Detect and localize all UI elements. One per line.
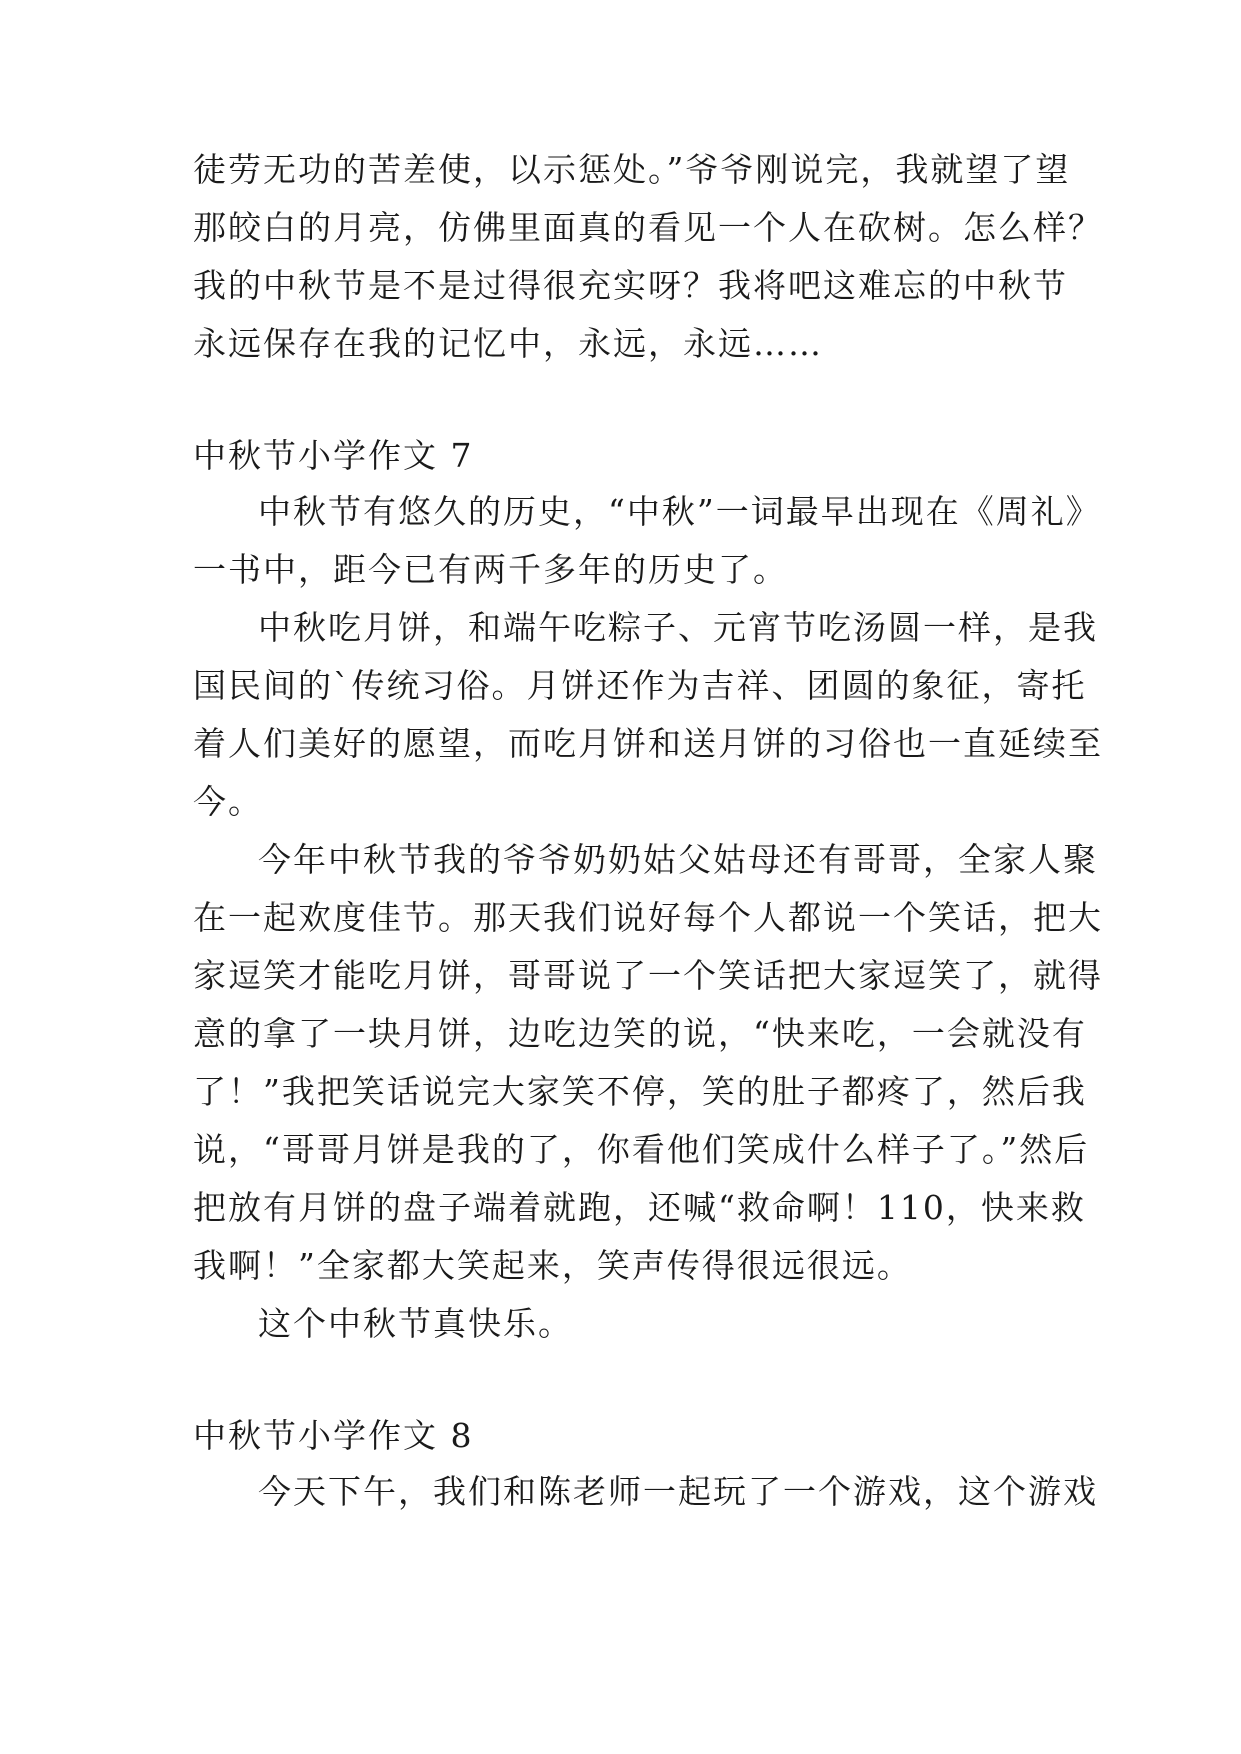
text-line: 国民间的`传统习俗。月饼还作为吉祥、团圆的象征，寄托 <box>193 666 1087 705</box>
section-title: 中秋节小学作文 7 <box>193 436 474 475</box>
text-line: 一书中，距今已有两千多年的历史了。 <box>193 550 788 589</box>
text-line: 永远保存在我的记忆中，永远，永远…… <box>193 324 823 363</box>
text-line: 今天下午，我们和陈老师一起玩了一个游戏，这个游戏 <box>258 1472 1098 1511</box>
section-title: 中秋节小学作文 8 <box>193 1416 474 1455</box>
text-line: 着人们美好的愿望，而吃月饼和送月饼的习俗也一直延续至 <box>193 724 1103 763</box>
text-line: 那皎白的月亮，仿佛里面真的看见一个人在砍树。怎么样？ <box>193 208 1103 247</box>
text-line: 在一起欢度佳节。那天我们说好每个人都说一个笑话，把大 <box>193 898 1103 937</box>
text-line: 了！”我把笑话说完大家笑不停，笑的肚子都疼了，然后我 <box>193 1072 1087 1111</box>
text-line: 我的中秋节是不是过得很充实呀？我将吧这难忘的中秋节 <box>193 266 1068 305</box>
text-line: 中秋节有悠久的历史，“中秋”一词最早出现在《周礼》 <box>258 492 1101 531</box>
text-line: 家逗笑才能吃月饼，哥哥说了一个笑话把大家逗笑了，就得 <box>193 956 1103 995</box>
text-line: 徒劳无功的苦差使，以示惩处。”爷爷刚说完，我就望了望 <box>193 150 1071 189</box>
text-line: 说，“哥哥月饼是我的了，你看他们笑成什么样子了。”然后 <box>193 1130 1090 1169</box>
text-line: 这个中秋节真快乐。 <box>258 1304 573 1343</box>
text-line: 中秋吃月饼，和端午吃粽子、元宵节吃汤圆一样，是我 <box>258 608 1098 647</box>
text-line: 我啊！”全家都大笑起来，笑声传得很远很远。 <box>193 1246 912 1285</box>
text-line: 把放有月饼的盘子端着就跑，还喊“救命啊！110，快来救 <box>193 1188 1086 1227</box>
text-line: 今年中秋节我的爷爷奶奶姑父姑母还有哥哥，全家人聚 <box>258 840 1098 879</box>
text-line: 今。 <box>193 782 263 821</box>
text-line: 意的拿了一块月饼，边吃边笑的说，“快来吃，一会就没有 <box>193 1014 1087 1053</box>
